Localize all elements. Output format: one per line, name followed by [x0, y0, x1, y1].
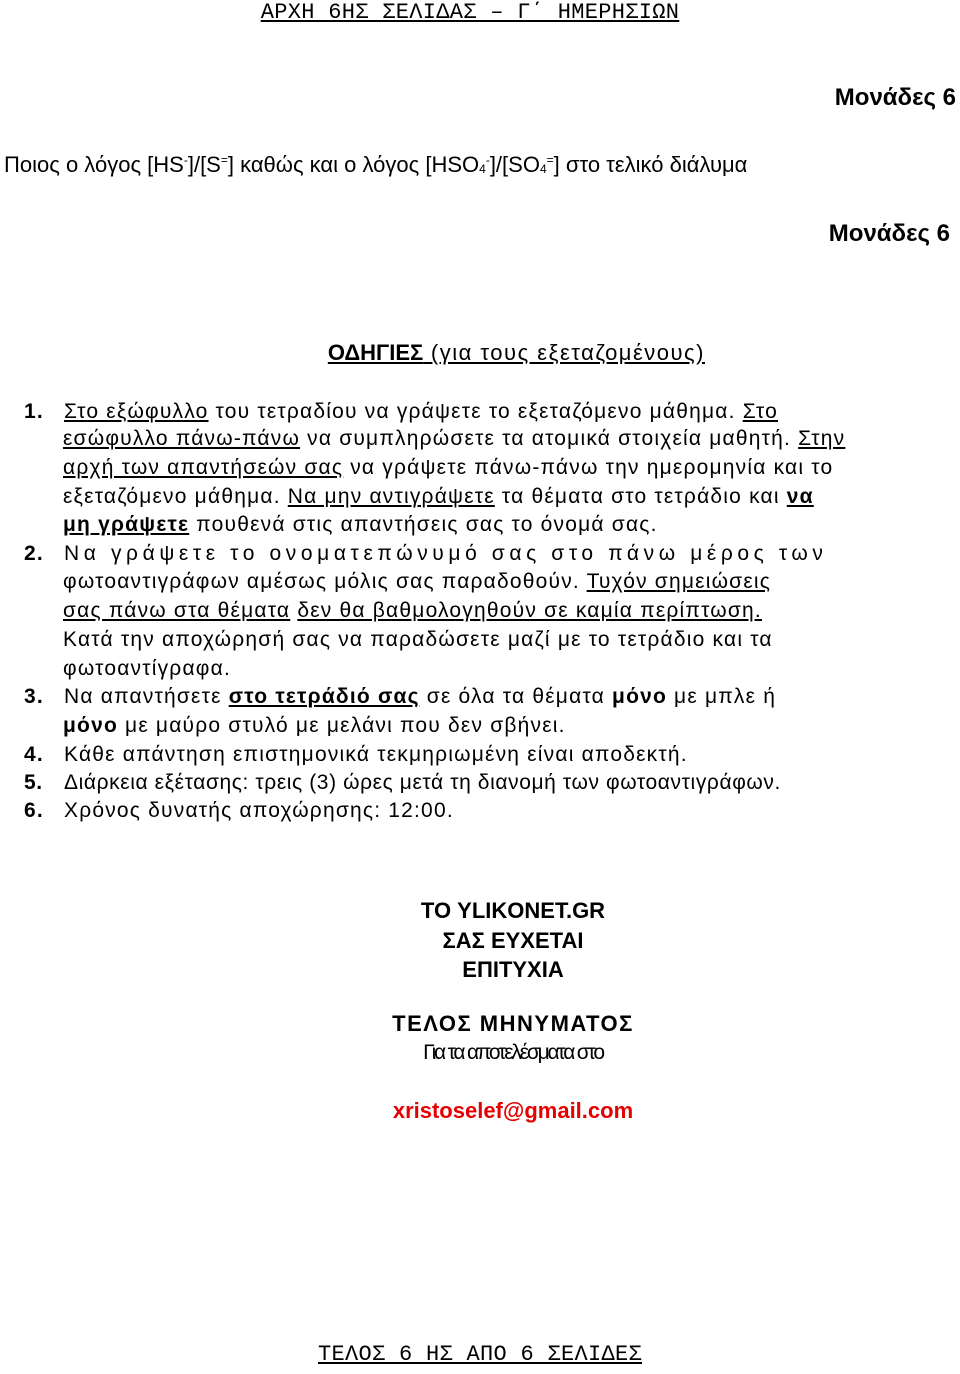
instruction-2-text-a: Να γράψετε το ονοματεπώνυμό σας στο πάνω μέρος των: [64, 542, 828, 565]
instruction-2-number: 2.: [24, 542, 44, 565]
instruction-3-text-c: με μπλε ή: [667, 685, 777, 708]
instruction-3-text-a: Να απαντήσετε: [64, 685, 229, 708]
instruction-1-number: 1.: [24, 400, 44, 423]
instruction-1-underlined-d: Στην: [798, 427, 846, 450]
marks-bottom: Μονάδες 6: [828, 220, 950, 247]
instruction-1-text-d: εξεταζόμενο μάθημα.: [63, 485, 288, 508]
instruction-3-text-d: με μαύρο στυλό με μελάνι που δεν σβήνει.: [117, 714, 566, 737]
instruction-1-text-b: να συμπληρώσετε τα ατομικά στοιχεία μαθητή.: [300, 427, 799, 450]
instruction-1-line-3: [63, 454, 953, 482]
question-sup-d: =: [546, 153, 554, 167]
instruction-4-number: 4.: [24, 743, 44, 766]
instruction-1-text-a: του τετραδίου να γράψετε το εξεταζόμενο μάθημα.: [208, 400, 743, 423]
question-part-d: ]/[SO: [489, 152, 540, 177]
instruction-1-line-1: [24, 398, 954, 426]
closing-line-1: ΤΟ YLIKONET.GR: [420, 898, 606, 923]
instruction-2-line-4: Κατά την αποχώρησή σας να παραδώσετε μαζί με το τετράδιο και τα: [63, 628, 773, 651]
question-text: [4, 152, 747, 178]
instruction-5-text: Διάρκεια εξέτασης: τρεις (3) ώρες μετά τη διανομή των φωτοαντιγράφων.: [64, 771, 781, 794]
closing-line-5: Για τα αποτελέσματα στο: [423, 1041, 603, 1064]
instruction-4: [24, 741, 688, 769]
instruction-1-underlined-b: Στο: [742, 400, 778, 423]
instructions-title-rest: (για τους εξεταζομένους): [423, 340, 705, 365]
instruction-1-underlined-a: Στο εξώφυλλο: [64, 400, 209, 423]
question-sub-d: 4: [539, 162, 547, 176]
instruction-6: [24, 797, 454, 825]
instruction-3-text-b: σε όλα τα θέματα: [419, 685, 613, 708]
instruction-4-text: Κάθε απάντηση επιστημονικά τεκμηριωμένη είναι αποδεκτή.: [64, 743, 688, 766]
question-part-e: ] στο τελικό διάλυμα: [553, 152, 748, 177]
instruction-1-text-e: τα θέματα στο τετράδιο και: [494, 485, 787, 508]
page-header: ΑΡΧΗ 6ΗΣ ΣΕΛΙΔΑΣ – Γ΄ ΗΜΕΡΗΣΙΩΝ: [260, 0, 680, 25]
instruction-2-line-2: [63, 568, 771, 596]
question-sup-a: -: [183, 153, 188, 167]
instruction-5: [24, 769, 781, 797]
instruction-3-number: 3.: [24, 685, 44, 708]
instruction-2-line-3: [63, 597, 762, 625]
question-part-b: ]/[S: [187, 152, 221, 177]
instruction-3-bold-b: μόνο: [63, 714, 118, 737]
instruction-2-underlined-a: Τυχόν σημειώσεις: [586, 570, 772, 593]
instruction-2-underlined-b: σας πάνω στα θέματα: [63, 599, 291, 622]
instruction-2-text-b: φωτοαντιγράφων αμέσως μόλις σας παραδοθούν.: [63, 570, 587, 593]
instruction-1-bold-underlined-b: μη γράψετε: [63, 513, 190, 536]
instruction-2-line-1: [24, 540, 828, 568]
closing-line-3: ΕΠΙΤΥΧΙΑ: [462, 957, 564, 982]
instruction-2-line-5: φωτοαντίγραφα.: [63, 657, 231, 680]
contact-email[interactable]: xristoselef@gmail.com: [392, 1098, 634, 1123]
instruction-1-text-c: να γράψετε πάνω-πάνω την ημερομηνία και το: [343, 456, 834, 479]
instructions-title: [0, 340, 960, 366]
instruction-1-line-5: [63, 511, 658, 539]
instruction-2-underlined-c: δεν θα βαθμολογηθούν σε καμία περίπτωση.: [297, 599, 762, 622]
instructions-title-bold: ΟΔΗΓΙΕΣ: [327, 340, 424, 365]
instruction-3-bold-a: μόνο: [612, 685, 668, 708]
question-part-a: Ποιος ο λόγος [HS: [4, 152, 184, 177]
question-sup-b: =: [220, 153, 228, 167]
question-sup-c: -: [485, 153, 490, 167]
instruction-3-line-2: [63, 712, 566, 740]
instruction-1-line-4: [63, 483, 953, 511]
instruction-6-number: 6.: [24, 799, 44, 822]
page-footer: ΤΕΛΟΣ 6 ΗΣ ΑΠΟ 6 ΣΕΛΙΔΕΣ: [317, 1342, 643, 1367]
question-part-c: ] καθώς και ο λόγος [HSO: [227, 152, 480, 177]
instruction-1-underlined-c: εσώφυλλο πάνω-πάνω: [63, 427, 301, 450]
closing-line-4: ΤΕΛΟΣ ΜΗΝΥΜΑΤΟΣ: [392, 1011, 634, 1036]
instruction-5-number: 5.: [24, 771, 43, 794]
instruction-6-text: Χρόνος δυνατής αποχώρησης: 12:00.: [64, 799, 454, 822]
instruction-3-bold-underlined: στο τετράδιό σας: [228, 685, 420, 708]
instruction-1-text-f: πουθενά στις απαντήσεις σας το όνομά σας.: [189, 513, 658, 536]
question-sub-c: 4: [479, 162, 486, 176]
instruction-1-underlined-f: Να μην αντιγράψετε: [287, 485, 495, 508]
instruction-1-line-2: [63, 425, 953, 453]
instruction-3-line-1: [24, 683, 776, 711]
marks-top: Μονάδες 6: [834, 84, 956, 111]
instruction-1-bold-underlined-a: να: [786, 485, 814, 508]
closing-line-2: ΣΑΣ ΕΥΧΕΤΑΙ: [442, 928, 584, 953]
instruction-1-underlined-e: αρχή των απαντήσεών σας: [63, 456, 344, 479]
